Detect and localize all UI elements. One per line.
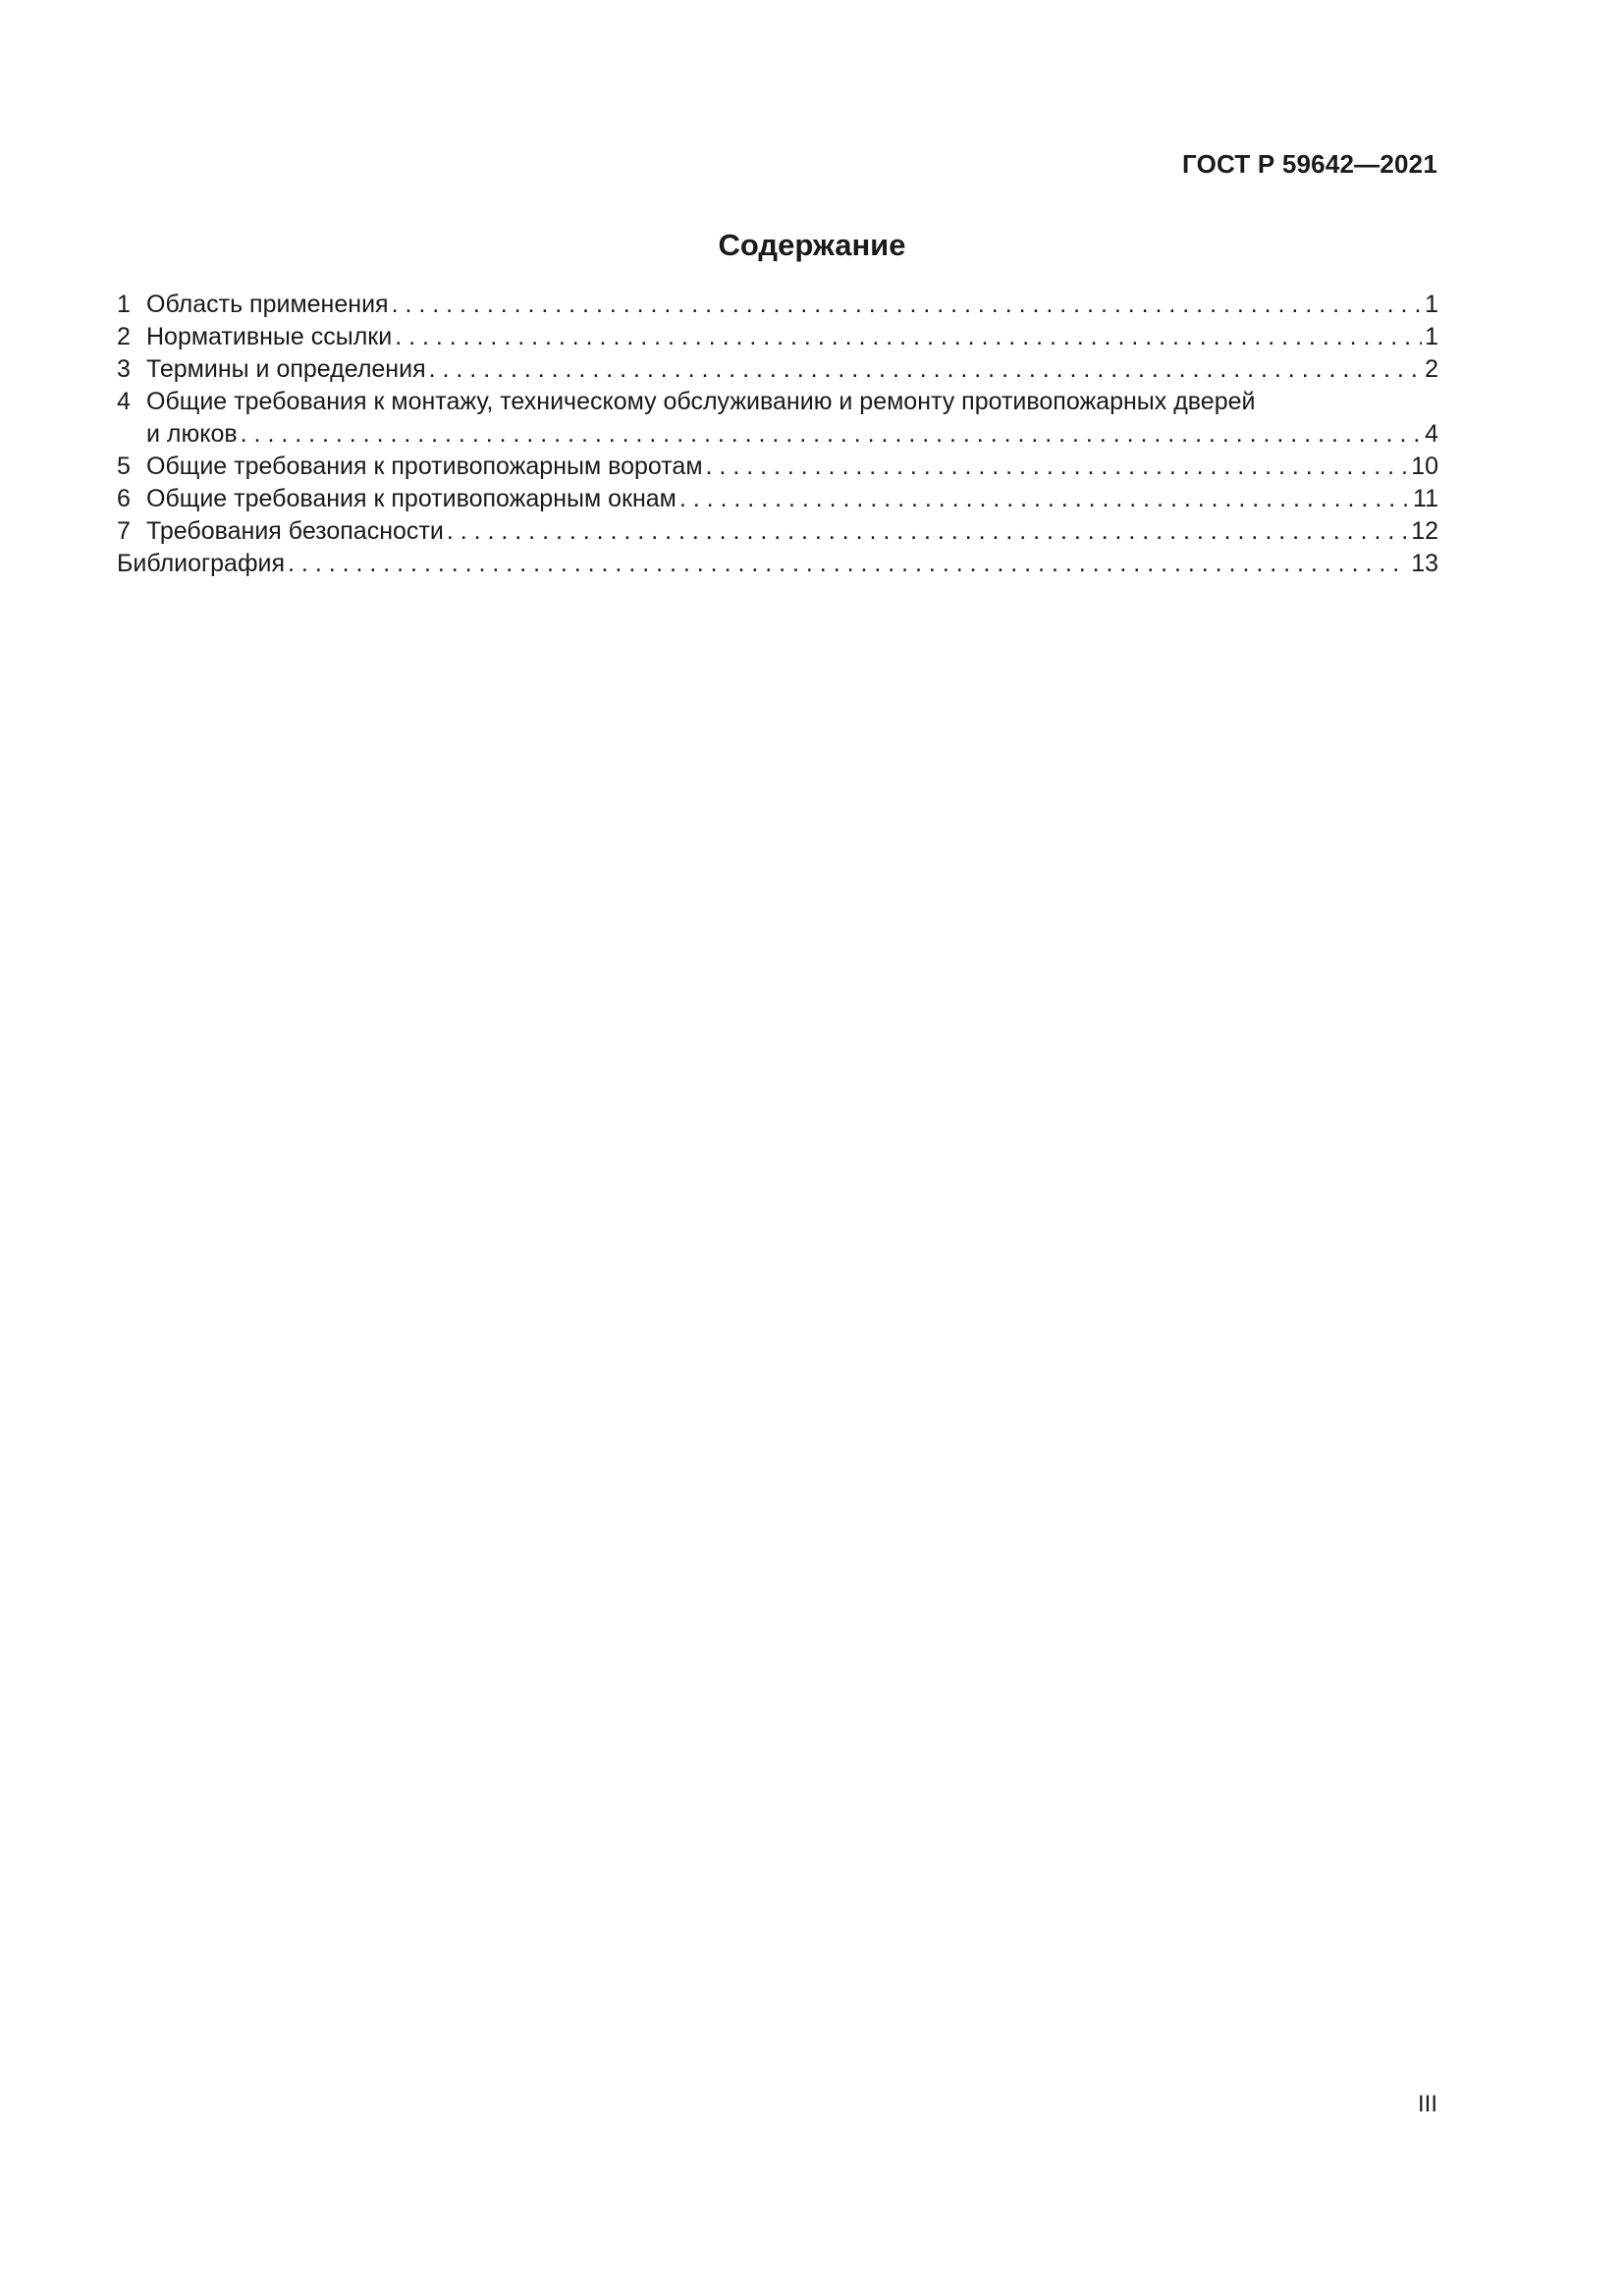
toc-entry-5[interactable] [117,451,1438,483]
toc-entry-number: 4 [117,388,131,415]
toc-entry-page: 12 [1411,517,1438,545]
toc-entry-page: 1 [1425,323,1438,350]
toc-entry-number: 7 [117,517,131,545]
dot-leader [706,451,1409,483]
toc-entry-4[interactable] [117,386,1438,451]
dot-leader [392,289,1423,321]
toc-entry-3[interactable] [117,353,1438,386]
page-number: III [1417,2091,1437,2117]
toc-entry-1[interactable] [117,289,1438,321]
dot-leader [395,321,1422,353]
toc-entry-number: 6 [117,485,131,512]
toc-entry-page: 13 [1411,550,1438,577]
table-of-contents [117,289,1438,580]
dot-leader [447,515,1408,548]
toc-entry-number: 3 [117,355,131,383]
dot-leader [288,548,1408,580]
toc-entry-label: Общие требования к противопожарным воротам [146,453,703,480]
toc-entry-page: 11 [1413,485,1438,512]
toc-entry-page: 4 [1425,420,1438,448]
toc-entry-label: Термины и определения [146,355,426,383]
toc-entry-label: Общие требования к противопожарным окнам [146,485,677,512]
toc-entry-number: 2 [117,323,131,350]
toc-entry-page: 10 [1411,453,1438,480]
toc-entry-6[interactable] [117,483,1438,515]
toc-entry-page: 1 [1425,291,1438,318]
toc-entry-2[interactable] [117,321,1438,353]
toc-entry-label: Нормативные ссылки [146,323,393,350]
toc-entry-label: Библиография [117,550,286,577]
toc-entry-label: Область применения [146,291,389,318]
toc-entry-number: 5 [117,453,131,480]
dot-leader [679,483,1410,515]
toc-entry-bibliography[interactable] [117,548,1438,580]
toc-entry-7[interactable] [117,515,1438,548]
toc-entry-label-line1: Общие требования к монтажу, техническому обслуживанию и ремонту противопожарных дверей [146,388,1256,415]
document-number: ГОСТ Р 59642—2021 [1182,149,1437,179]
dot-leader [429,353,1422,386]
dot-leader [241,418,1422,451]
toc-title: Содержание [718,228,906,262]
toc-entry-page: 2 [1425,355,1438,383]
toc-entry-label: Требования безопасности [146,517,444,545]
toc-entry-number: 1 [117,291,131,318]
toc-entry-label-line2: и люков [146,420,238,448]
